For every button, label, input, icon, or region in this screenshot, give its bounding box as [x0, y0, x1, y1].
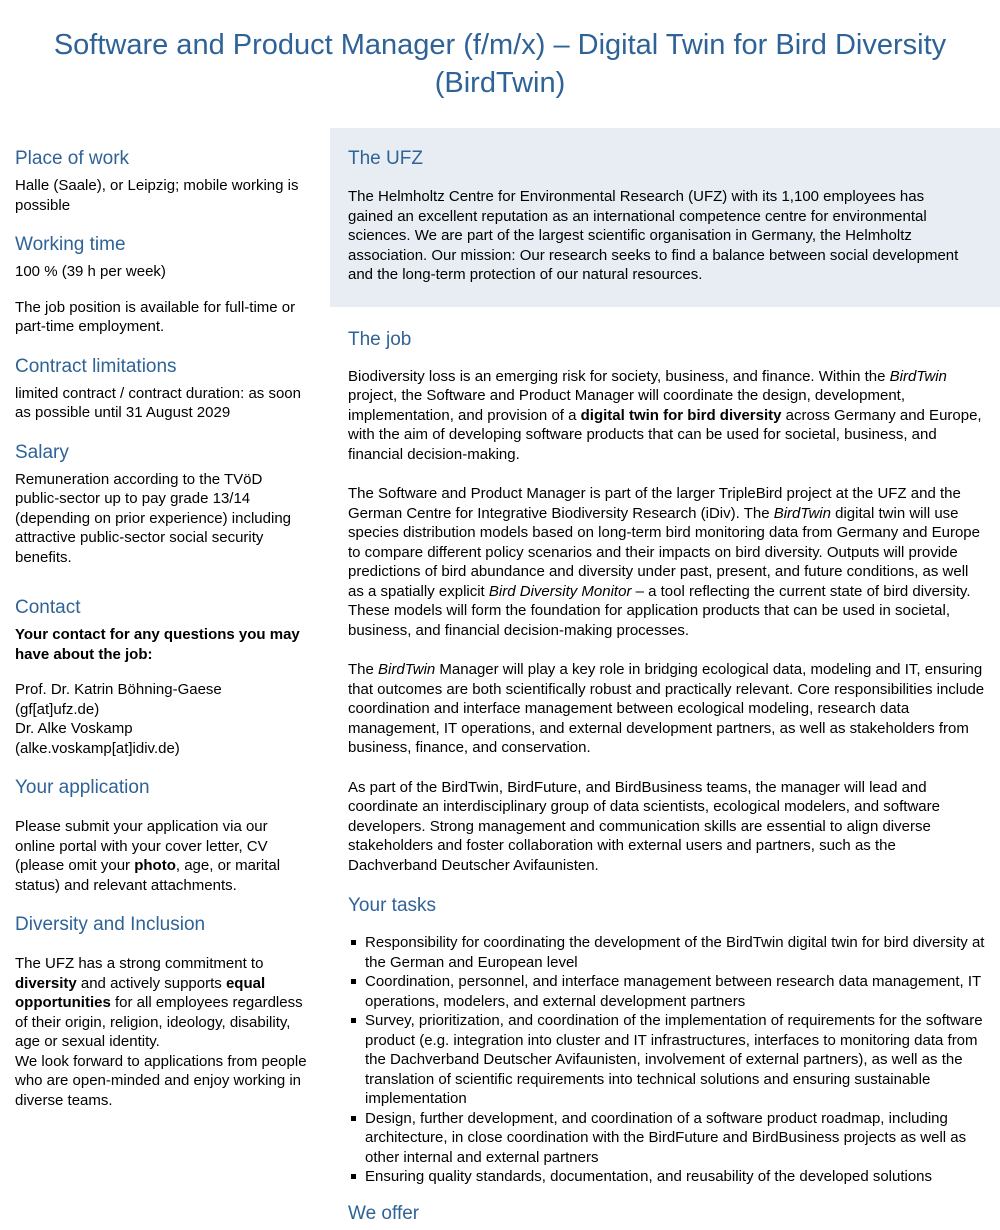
salary-heading: Salary [15, 441, 69, 463]
job-paragraph-2: The Software and Product Manager is part of the larger TripleBird project at the UFZ and the German Centre for Integrative Biodiversity Research (iDiv). The BirdTwin digital twin will use species distribution models based on long-term bird monitoring data from Germany and Europe to compare different policy scenarios and their impacts on bird diversity. Outputs will provide predictions of bird abundance and diversity under past, present, and future conditions, as well as a spatially explicit Bird Diversity Monitor – a tool reflecting the current state of bird diversity. These models will form the foundation for application products that can be used in societal, business, and financial decision-making processes. [348, 485, 980, 639]
working-time-hours: 100 % (39 h per week) [15, 263, 166, 280]
section-contact [15, 597, 308, 758]
section-salary [15, 442, 308, 568]
contact-person-2: Dr. Alke Voskamp [15, 720, 133, 737]
section-place-of-work [15, 148, 308, 215]
task-item: Survey, prioritization, and coordination of the implementation of requirements for the software product (e.g. integration into cluster and IT infrastructures, interfaces to monitoring data from the Dachverband Deutscher Avifaunisten, involvement of external partners), as well as the translation of scientific requirements into technical solutions and ensuring sustainable implementation [348, 1011, 985, 1109]
salary-text: Remuneration according to the TVöD public-sector up to pay grade 13/14 (depending on prior experience) including attractive public-sector social security benefits. [15, 470, 292, 566]
task-item: Responsibility for coordinating the development of the BirdTwin digital twin for bird diversity at the German and European level [348, 933, 985, 972]
contact-persons [15, 680, 308, 758]
ufz-highlight-box [330, 128, 1000, 307]
section-contract-limitations [15, 356, 308, 423]
section-diversity-inclusion [15, 914, 308, 1110]
your-application-heading: Your application [15, 777, 150, 798]
task-item: Coordination, personnel, and interface management between research data management, IT operations, modelers, and external development partners [348, 972, 985, 1011]
contract-limitations-heading: Contract limitations [15, 355, 177, 377]
your-application-text: Please submit your application via our online portal with your cover letter, CV (please omit your photo, age, or marital status) and relevant attachments. [15, 818, 281, 894]
task-item: Ensuring quality standards, documentation, and reusability of the developed solutions [348, 1167, 985, 1187]
contact-heading: Contact [15, 597, 81, 618]
sidebar [0, 128, 330, 1110]
section-working-time [15, 234, 308, 337]
place-of-work-text: Halle (Saale), or Leipzig; mobile working is possible [15, 177, 299, 214]
the-job-heading: The job [348, 328, 412, 350]
contact-email-2: (alke.voskamp[at]idiv.de) [15, 739, 180, 757]
task-item: Design, further development, and coordination of a software product roadmap, including architecture, in close coordination with the BirdFuture and BirdBusiness projects as well as other internal and external partners [348, 1109, 985, 1168]
contact-person-1: Prof. Dr. Katrin Böhning-Gaese [15, 681, 222, 698]
working-time-note: The job position is available for full-time or part-time employment. [15, 298, 296, 335]
ufz-text: The Helmholtz Centre for Environmental Research (UFZ) with its 1,100 employees has gained an excellent reputation as an international competence centre for environmental sciences. We are part of the largest scientific organisation in Germany, the Helmholtz association. Our mission: Our research seeks to find a balance between social development and the long-term protection of our natural resources. [348, 188, 959, 283]
section-we-offer [348, 1203, 985, 1225]
place-of-work-heading: Place of work [15, 148, 130, 169]
section-the-job [348, 329, 985, 876]
content-columns [0, 128, 1000, 1225]
contact-intro: Your contact for any questions you may have about the job: [15, 626, 300, 663]
contract-limitations-text: limited contract / contract duration: as soon as possible until 31 August 2029 [15, 384, 301, 421]
job-paragraph-1: Biodiversity loss is an emerging risk for society, business, and finance. Within the BirdTwin project, the Software and Product Manager will coordinate the design, development, implementation, and provision of a digital twin for bird diversity across Germany and Europe, with the aim of developing software products that can be used for societal, business, and financial decision-making. [348, 367, 982, 463]
we-offer-heading: We offer [348, 1202, 420, 1224]
ufz-heading: The UFZ [348, 148, 423, 169]
page-title: Software and Product Manager (f/m/x) – Digital Twin for Bird Diversity (BirdTwin) [53, 29, 947, 99]
your-tasks-heading: Your tasks [348, 895, 437, 916]
section-your-tasks [348, 895, 985, 1187]
section-your-application [15, 777, 308, 895]
diversity-inclusion-text: The UFZ has a strong commitment to diversity and actively supports equal opportunities for all employees regardless of their origin, religion, ideology, disability, age or sexual identity. We look forward to applications from people who are open-minded and enjoy working in diverse teams. [15, 955, 307, 1109]
working-time-heading: Working time [15, 234, 126, 255]
contact-email-1: (gf[at]ufz.de) [15, 700, 100, 718]
main-column [330, 128, 1000, 1225]
job-paragraph-4: As part of the BirdTwin, BirdFuture, and BirdBusiness teams, the manager will lead and coordinate an interdisciplinary group of data scientists, ecological modelers, and software developers. Strong management and communication skills are essential to align diverse stakeholders and foster collaboration with external users and partners, such as the Dachverband Deutscher Avifaunisten. [348, 778, 940, 874]
main-body [330, 329, 1000, 1225]
job-paragraph-3: The BirdTwin Manager will play a key role in bridging ecological data, modeling and IT, ensuring that outcomes are both scientifically robust and practically relevant. Core responsibilities include coordination and interface management between ecological modeling, research data management, IT operations, and external development partners, as well as stakeholders from business, finance, and conservation. [348, 661, 985, 756]
diversity-inclusion-heading: Diversity and Inclusion [15, 914, 206, 935]
tasks-list [348, 933, 985, 1187]
